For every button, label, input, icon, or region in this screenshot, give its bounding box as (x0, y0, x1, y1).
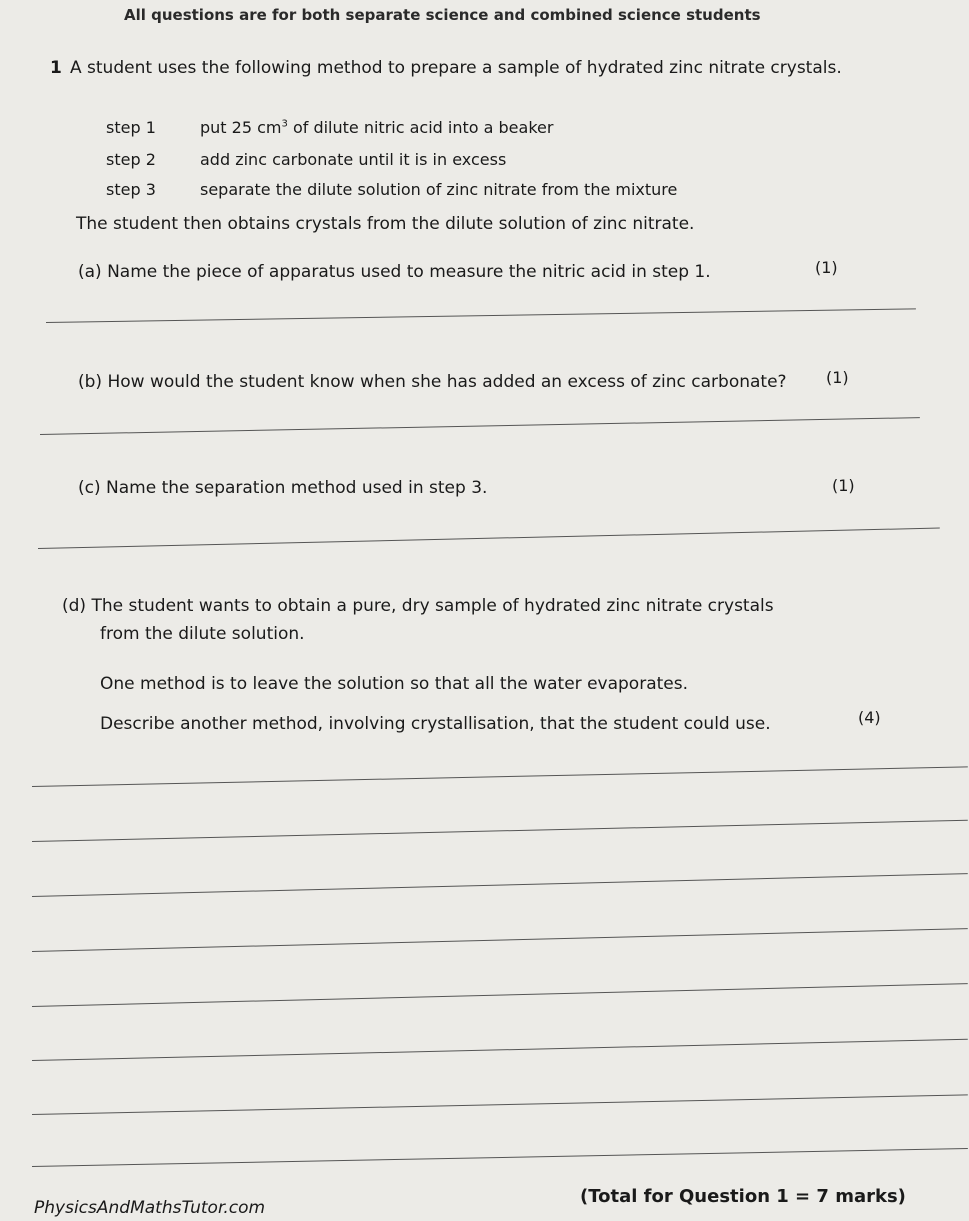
part-b-marks: (1) (826, 368, 849, 387)
part-d-line-2: from the dilute solution. (100, 624, 305, 644)
part-d-line-3: One method is to leave the solution so that all the water evaporates. (100, 674, 688, 694)
part-c-marks: (1) (832, 476, 855, 495)
answer-line-d-3[interactable] (32, 873, 968, 897)
answer-line-c[interactable] (38, 528, 940, 549)
question-number: 1 (50, 58, 62, 78)
question-intro: A student uses the following method to prepare a sample of hydrated zinc nitrate crystals. (70, 58, 842, 78)
step-2-text: add zinc carbonate until it is in excess (200, 150, 507, 169)
part-d-line-4: Describe another method, involving crystallisation, that the student could use. (100, 714, 771, 734)
answer-line-a[interactable] (46, 308, 916, 323)
step-3-label: step 3 (106, 180, 156, 199)
answer-line-d-7[interactable] (32, 1094, 968, 1115)
step-1-label: step 1 (106, 118, 156, 137)
answer-line-d-8[interactable] (32, 1148, 968, 1167)
footer-total: (Total for Question 1 = 7 marks) (580, 1186, 906, 1207)
answer-line-d-1[interactable] (32, 766, 968, 787)
part-d-line-1: (d) The student wants to obtain a pure, dry sample of hydrated zinc nitrate crystals (62, 596, 774, 616)
part-d-marks: (4) (858, 708, 881, 727)
answer-line-d-4[interactable] (32, 928, 968, 952)
footer-source: PhysicsAndMathsTutor.com (34, 1198, 266, 1218)
step-3-text: separate the dilute solution of zinc nitrate from the mixture (200, 180, 678, 199)
answer-line-b[interactable] (40, 417, 920, 435)
page-header: All questions are for both separate science and combined science students (124, 6, 761, 24)
after-steps-text: The student then obtains crystals from the dilute solution of zinc nitrate. (76, 214, 695, 234)
step-2-label: step 2 (106, 150, 156, 169)
answer-line-d-6[interactable] (32, 1039, 968, 1061)
answer-line-d-2[interactable] (32, 820, 968, 842)
answer-line-d-5[interactable] (32, 983, 968, 1007)
part-c-text: (c) Name the separation method used in step 3. (78, 478, 488, 498)
part-b-text: (b) How would the student know when she has added an excess of zinc carbonate? (78, 372, 787, 392)
part-a-text: (a) Name the piece of apparatus used to measure the nitric acid in step 1. (78, 262, 711, 282)
step-1-text: put 25 $cm^3$ of dilute nitric acid into a beaker (200, 118, 554, 137)
part-a-marks: (1) (815, 258, 838, 277)
